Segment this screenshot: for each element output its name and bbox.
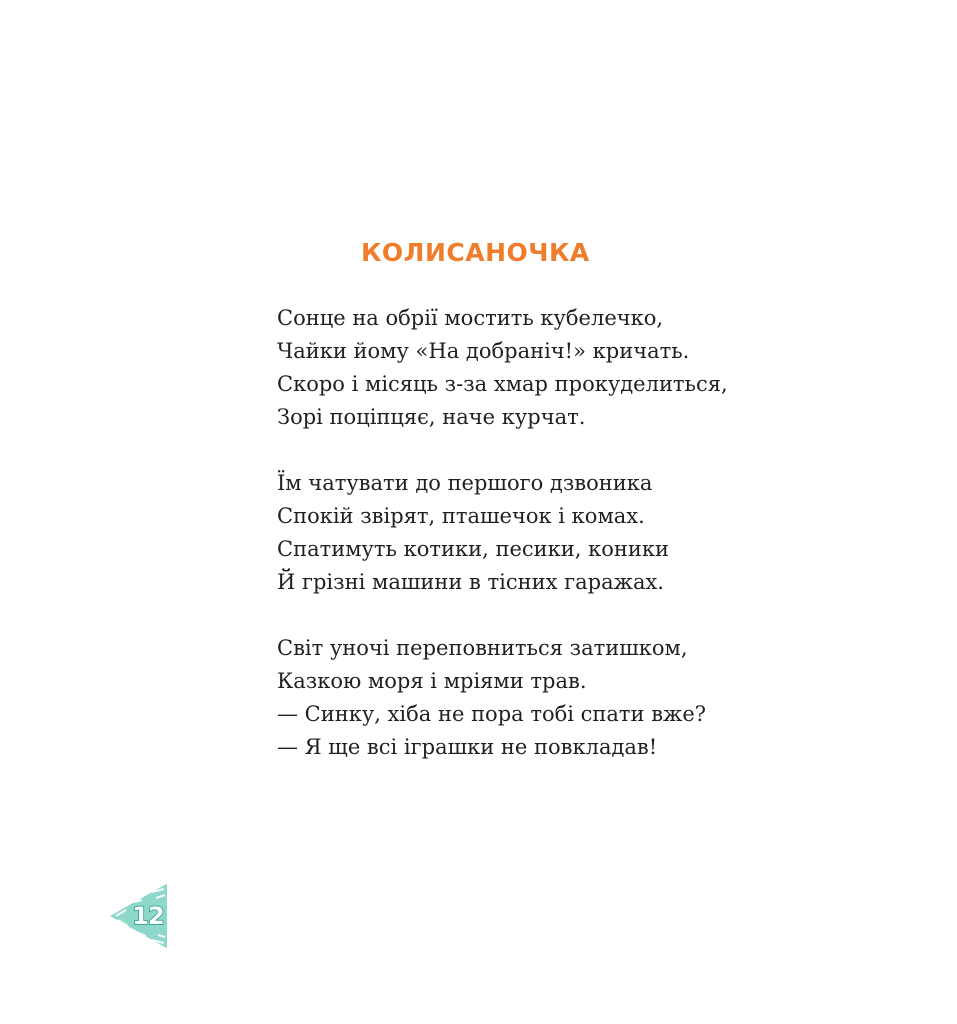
poem-line: Спокій звірят, пташечок і комах. [277, 504, 645, 528]
stanza-2 [277, 467, 797, 599]
poem-line: Чайки йому «На добраніч!» кричать. [277, 339, 690, 363]
poem-body [277, 302, 797, 797]
poem-title: КОЛИСАНОЧКА [361, 238, 590, 267]
poem-line: — Синку, хіба не пора тобі спати вже? [277, 702, 707, 726]
poem-line: Спатимуть котики, песики, коники [277, 537, 670, 561]
poem-line: Сонце на обрії мостить кубелечко, [277, 306, 664, 330]
poem-line: Й грізні машини в тісних гаражах. [277, 570, 664, 594]
poem-line: Скоро і місяць з-за хмар прокуделиться, [277, 372, 728, 396]
stanza-3 [277, 632, 797, 764]
poem-line: — Я ще всі іграшки не повкладав! [277, 735, 658, 759]
page-number-badge [108, 880, 172, 952]
poem-line: Їм чатувати до першого дзвоника [277, 471, 653, 495]
poem-line: Казкою моря і мріями трав. [277, 669, 587, 693]
poem-line: Зорі поціпцяє, наче курчат. [277, 405, 586, 429]
page-number: 12 [132, 902, 164, 930]
stanza-1 [277, 302, 797, 434]
poem-line: Світ уночі переповниться затишком, [277, 636, 688, 660]
